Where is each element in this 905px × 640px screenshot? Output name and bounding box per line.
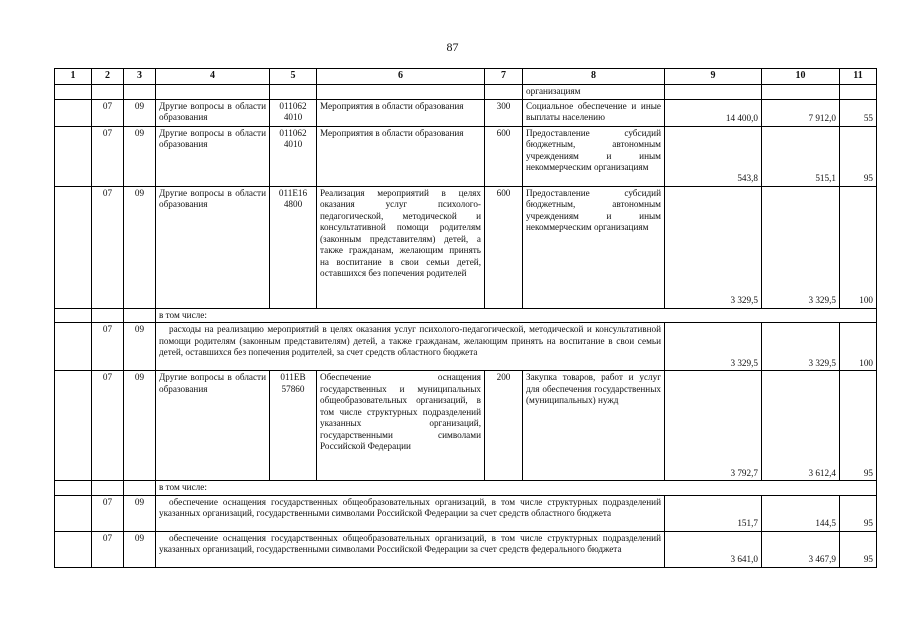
planned-amount: 3 329,5: [665, 323, 762, 371]
subsection-code: 09: [124, 495, 156, 531]
table-cell: [762, 85, 840, 100]
table-cell: [270, 85, 317, 100]
section-code: 07: [92, 323, 124, 371]
execution-percent: 100: [840, 323, 877, 371]
table-cell: [55, 531, 92, 567]
page-number: 87: [446, 40, 459, 54]
section-code: 07: [92, 531, 124, 567]
table-cell: [92, 481, 124, 496]
table-row: [55, 308, 877, 323]
table-cell: [55, 495, 92, 531]
expense-detail: расходы на реализацию мероприятий в целях оказания услуг психолого-педагогической, методической и консультативной помощи родителям (законным представителям) детей, а также гражданам, желающим принять на воспитание в свои семьи детей, оставшихся без попечения родителей, за счет средств областного бюджета: [156, 323, 665, 371]
table-cell: [55, 85, 92, 100]
expense-type-name: Предоставление субсидий бюджетным, автономным учреждениям и иным некоммерческим организациям: [523, 186, 665, 308]
executed-amount: 515,1: [762, 126, 840, 186]
subsection-code: 09: [124, 323, 156, 371]
table-cell: [317, 85, 485, 100]
header-cell: 10: [762, 69, 840, 85]
table-cell: [55, 99, 92, 126]
section-code: 07: [92, 126, 124, 186]
table-cell: [55, 323, 92, 371]
header-cell: 3: [124, 69, 156, 85]
planned-amount: 543,8: [665, 126, 762, 186]
expense-type-code: 600: [485, 186, 523, 308]
expense-detail: обеспечение оснащения государственных общеобразовательных организаций, в том числе структурных подразделений указанных организаций, государственными символами Российской Федерации за счет средств федерального бюджета: [156, 531, 665, 567]
table-row: [55, 85, 877, 100]
table-cell: [55, 308, 92, 323]
header-cell: 4: [156, 69, 270, 85]
subsection-code: 09: [124, 531, 156, 567]
executed-amount: 3 612,4: [762, 371, 840, 481]
header-cell: 8: [523, 69, 665, 85]
header-cell: 11: [840, 69, 877, 85]
target-article-code: 011062 4010: [270, 99, 317, 126]
table-cell: [124, 308, 156, 323]
subsection-name: Другие вопросы в области образования: [156, 371, 270, 481]
expense-detail: обеспечение оснащения государственных общеобразовательных организаций, в том числе структурных подразделений указанных организаций, государственными символами Российской Федерации за счет средств областного бюджета: [156, 495, 665, 531]
header-row: [55, 69, 877, 85]
table-cell: [124, 481, 156, 496]
execution-percent: 95: [840, 531, 877, 567]
table-cell: [124, 85, 156, 100]
table-cell: [156, 85, 270, 100]
header-cell: 6: [317, 69, 485, 85]
target-article-name: Мероприятия в области образования: [317, 99, 485, 126]
subsection-code: 09: [124, 126, 156, 186]
section-code: 07: [92, 495, 124, 531]
subtotal-caption: в том числе:: [156, 308, 877, 323]
expense-type-name: Социальное обеспечение и иные выплаты населению: [523, 99, 665, 126]
subsection-code: 09: [124, 371, 156, 481]
table-row: [55, 126, 877, 186]
table-cell: [92, 85, 124, 100]
table-cell: организациям: [523, 85, 665, 100]
target-article-code: 011062 4010: [270, 126, 317, 186]
table-cell: [55, 186, 92, 308]
table-row: [55, 371, 877, 481]
expense-type-name: Закупка товаров, работ и услуг для обеспечения государственных (муниципальных) нужд: [523, 371, 665, 481]
target-article-name: Реализация мероприятий в целях оказания услуг психолого-педагогической, методической и консультативной помощи родителям (законным представителям) детей, а также гражданам, желающим принять на воспитание в свои семьи детей, оставшихся без попечения родителей: [317, 186, 485, 308]
table-cell: [840, 85, 877, 100]
table-cell: [55, 481, 92, 496]
target-article-name: Обеспечение оснащения государственных и муниципальных общеобразовательных организаций, в том числе структурных подразделений указанных организаций, государственными символами Российской Федерации: [317, 371, 485, 481]
subsection-code: 09: [124, 186, 156, 308]
subsection-name: Другие вопросы в области образования: [156, 99, 270, 126]
table-cell: [92, 308, 124, 323]
header-cell: 9: [665, 69, 762, 85]
table-row: [55, 481, 877, 496]
header-cell: 2: [92, 69, 124, 85]
table-row: [55, 323, 877, 371]
expense-type-name: Предоставление субсидий бюджетным, автономным учреждениям и иным некоммерческим организациям: [523, 126, 665, 186]
table-cell: [665, 85, 762, 100]
budget-table: [54, 68, 877, 568]
table-row: [55, 531, 877, 567]
table-row: [55, 186, 877, 308]
target-article-code: 011E16 4800: [270, 186, 317, 308]
executed-amount: 3 329,5: [762, 323, 840, 371]
header-cell: 5: [270, 69, 317, 85]
planned-amount: 151,7: [665, 495, 762, 531]
executed-amount: 3 329,5: [762, 186, 840, 308]
executed-amount: 3 467,9: [762, 531, 840, 567]
table-cell: [55, 371, 92, 481]
expense-type-code: 300: [485, 99, 523, 126]
section-code: 07: [92, 99, 124, 126]
planned-amount: 14 400,0: [665, 99, 762, 126]
executed-amount: 144,5: [762, 495, 840, 531]
planned-amount: 3 792,7: [665, 371, 762, 481]
subsection-name: Другие вопросы в области образования: [156, 126, 270, 186]
execution-percent: 55: [840, 99, 877, 126]
executed-amount: 7 912,0: [762, 99, 840, 126]
section-code: 07: [92, 371, 124, 481]
planned-amount: 3 641,0: [665, 531, 762, 567]
table-cell: [485, 85, 523, 100]
subsection-name: Другие вопросы в области образования: [156, 186, 270, 308]
section-code: 07: [92, 186, 124, 308]
table-row: [55, 495, 877, 531]
execution-percent: 95: [840, 495, 877, 531]
target-article-name: Мероприятия в области образования: [317, 126, 485, 186]
execution-percent: 95: [840, 126, 877, 186]
execution-percent: 95: [840, 371, 877, 481]
header-cell: 1: [55, 69, 92, 85]
expense-type-code: 200: [485, 371, 523, 481]
subsection-code: 09: [124, 99, 156, 126]
header-cell: 7: [485, 69, 523, 85]
table-row: [55, 99, 877, 126]
planned-amount: 3 329,5: [665, 186, 762, 308]
expense-type-code: 600: [485, 126, 523, 186]
execution-percent: 100: [840, 186, 877, 308]
table-cell: [55, 126, 92, 186]
target-article-code: 011EВ 57860: [270, 371, 317, 481]
subtotal-caption: в том числе:: [156, 481, 877, 496]
